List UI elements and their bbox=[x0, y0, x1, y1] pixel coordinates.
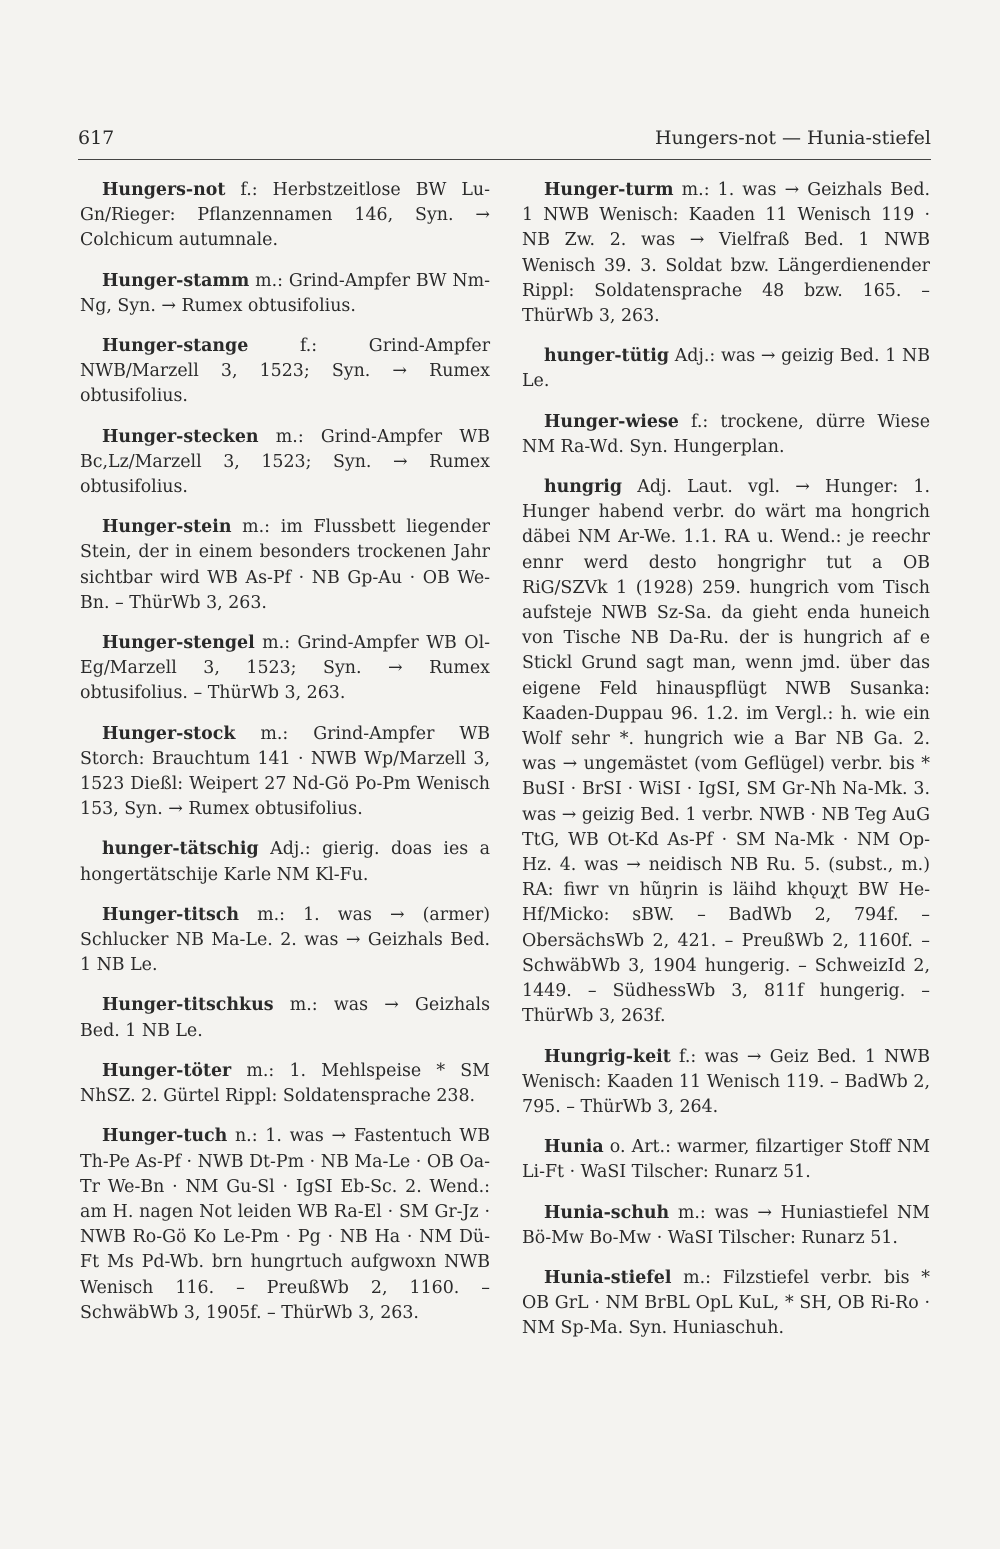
entry-text: m.: Filzstiefel verbr. bis * OB GrL · NM BrBL OpL KuL, * SH, OB Ri-Ro · NM Sp-Ma. Syn. Huniaschuh. bbox=[522, 1267, 930, 1339]
left-column bbox=[80, 178, 490, 1341]
dictionary-entry bbox=[522, 410, 930, 460]
dictionary-entry bbox=[80, 269, 490, 319]
entry-lemma: Hunger-töter bbox=[102, 1060, 232, 1081]
dictionary-entry bbox=[80, 178, 490, 254]
entry-lemma: Hunger-turm bbox=[544, 180, 674, 200]
dictionary-entry bbox=[80, 515, 490, 616]
dictionary-entry bbox=[522, 1045, 930, 1121]
entry-lemma: Hunger-titsch bbox=[102, 904, 240, 925]
running-header bbox=[78, 123, 931, 160]
entry-lemma: Hunia-schuh bbox=[544, 1202, 670, 1223]
dictionary-entry bbox=[522, 1201, 930, 1251]
entry-lemma: Hunger-stange bbox=[102, 336, 249, 357]
entry-lemma: hunger-tätschig bbox=[102, 839, 259, 860]
entry-lemma: Hunger-stengel bbox=[102, 633, 255, 654]
entry-lemma: Hunger-titschkus bbox=[102, 995, 274, 1016]
dictionary-entry bbox=[80, 334, 490, 410]
dictionary-entry bbox=[80, 993, 490, 1043]
entry-lemma: Hunger-stecken bbox=[102, 426, 259, 447]
dictionary-entry bbox=[80, 837, 490, 887]
entry-text: f.: Herbstzeitlose BW Lu-Gn/Rieger: Pflanzennamen 146, Syn. → Colchicum autumnale. bbox=[80, 180, 490, 251]
entry-lemma: Hunia bbox=[544, 1137, 604, 1158]
entry-text: m.: 1. was → (armer) Schlucker NB Ma-Le. 2. was → Geizhals Bed. 1 NB Le. bbox=[80, 904, 490, 976]
dictionary-entry bbox=[522, 178, 930, 329]
entry-lemma: Hunia-stiefel bbox=[544, 1267, 672, 1288]
entry-lemma: hunger-tütig bbox=[544, 346, 670, 367]
entry-text: m.: was → Huniastiefel NM Bö-Mw Bo-Mw · WaSI Tilscher: Runarz 51. bbox=[522, 1202, 930, 1248]
dictionary-entry bbox=[80, 631, 490, 707]
dictionary-entry bbox=[80, 903, 490, 979]
entry-text: m.: 1. was → Geizhals Bed. 1 NWB Wenisch: Kaaden 11 Wenisch 119 · NB Zw. 2. was → Vielfraß Bed. 1 NWB Wenisch 39. 3. Soldat bzw. Längerdienender Rippl: Soldatensprache 48 bzw. 165. – ThürWb 3, 263. bbox=[522, 180, 931, 327]
dictionary-entry bbox=[80, 1059, 490, 1109]
dictionary-entry bbox=[522, 475, 930, 1029]
entry-lemma: Hunger-stamm bbox=[102, 270, 250, 291]
entry-text: m.: Grind-Ampfer WB Ol-Eg/Marzell 3, 1523; Syn. → Rumex obtusifolius. – ThürWb 3, 263. bbox=[80, 633, 491, 704]
entry-text: n.: 1. was → Fastentuch WB Th-Pe As-Pf · NWB Dt-Pm · NB Ma-Le · OB Oa-Tr We-Bn · NM Gu-Sl · IgSI Eb-Sc. 2. Wend.: am H. nagen Not leiden WB Ra-El · SM Gr-Jz · NWB Ro-Gö Ko Le-Pm · Pg · NB Ha · NM Dü-Ft Ms Pd-Wb. brn hungrtuch aufgwoxn NWB Wenisch 116. – PreußWb 2, 1160. – SchwäbWb 3, 1905f. – ThürWb 3, 263. bbox=[80, 1126, 490, 1323]
running-head: Hungers-not — Hunia-stiefel bbox=[654, 127, 931, 149]
entry-text: Adj.: was → geizig Bed. 1 NB Le. bbox=[522, 346, 930, 392]
entry-text: Adj.: gierig. doas ies a hongertätschije Karle NM Kl-Fu. bbox=[80, 839, 490, 885]
entry-text: o. Art.: warmer, filzartiger Stoff NM Li-Ft · WaSI Tilscher: Runarz 51. bbox=[522, 1137, 931, 1183]
entry-lemma: hungrig bbox=[544, 477, 623, 498]
entry-text: m.: Grind-Ampfer BW Nm-Ng, Syn. → Rumex obtusifolius. bbox=[80, 270, 491, 316]
entry-text: f.: Grind-Ampfer NWB/Marzell 3, 1523; Syn. → Rumex obtusifolius. bbox=[80, 336, 491, 407]
entry-text: m.: Grind-Ampfer WB Storch: Brauchtum 141 · NWB Wp/Marzell 3, 1523 Dießl: Weipert 27 Nd-Gö Po-Pm Wenisch 153, Syn. → Rumex obtusifolius. bbox=[80, 723, 491, 820]
entry-text: m.: was → Geizhals Bed. 1 NB Le. bbox=[80, 995, 490, 1041]
entry-lemma: Hunger-wiese bbox=[544, 411, 679, 432]
dictionary-entry bbox=[80, 722, 490, 823]
page-number: 617 bbox=[78, 127, 115, 149]
entry-lemma: Hunger-tuch bbox=[102, 1126, 228, 1147]
dictionary-entry bbox=[80, 1124, 490, 1326]
entry-lemma: Hunger-stock bbox=[102, 723, 236, 744]
entry-lemma: Hungrig-keit bbox=[544, 1046, 671, 1067]
entry-lemma: Hunger-stein bbox=[102, 517, 232, 538]
entry-text: f.: trockene, dürre Wiese NM Ra-Wd. Syn. Hungerplan. bbox=[522, 411, 930, 457]
entry-text: Adj. Laut. vgl. → Hunger: 1. Hunger habend verbr. do wärt ma hongrich däbei NM Ar-We. 1.1. RA u. Wend.: je reechr ennr werd desto hongrighr tut a OB RiG/SZVk 1 (1928) 259. hungrich vom Tisch aufsteje NWB Sz-Sa. da gieht enda huneich von Tische NB Da-Ru. der is hungrich af e Stickl Grund sagt man, wenn jmd. über das eigene Feld hinauspflügt NWB Susanka: Kaaden-Duppau 96. 1.2. im Vergl.: h. wie ein Wolf sehr *. hungrich wie a Bar NB Ga. 2. was → ungemästet (vom Geflügel) verbr. bis * BuSI · BrSI · WiSI · IgSI, SM Gr-Nh Na-Mk. 3. was → geizig Bed. 1 verbr. NWB · NB Teg AuG TtG, WB Ot-Kd As-Pf · SM Na-Mk · NM Op-Hz. 4. was → neidisch NB Ru. 5. (subst., m.) RA: fiwr vn hũŋrin is läihd khǫuχt BW He-Hf/Micko: sBW. – BadWb 2, 794f. – ObersächsWb 2, 421. – PreußWb 2, 1160f. – SchwäbWb 3, 1904 hungerig. – SchweizId 2, 1449. – SüdhessWb 3, 811f hungerig. – ThürWb 3, 263f. bbox=[522, 477, 931, 1027]
entry-text: m.: 1. Mehlspeise * SM NhSZ. 2. Gürtel Rippl: Soldatensprache 238. bbox=[80, 1060, 490, 1107]
entry-text: m.: im Flussbett liegender Stein, der in einem besonders trockenen Jahr sichtbar wird WB As-Pf · NB Gp-Au · OB We-Bn. – ThürWb 3, 263. bbox=[80, 517, 490, 613]
dictionary-entry bbox=[522, 1135, 930, 1185]
dictionary-entry bbox=[522, 344, 930, 394]
right-column bbox=[522, 178, 930, 1357]
dictionary-entry bbox=[80, 425, 490, 501]
entry-lemma: Hungers-not bbox=[102, 180, 226, 200]
entry-text: f.: was → Geiz Bed. 1 NWB Wenisch: Kaaden 11 Wenisch 119. – BadWb 2, 795. – ThürWb 3, 264. bbox=[522, 1046, 931, 1117]
dictionary-entry bbox=[522, 1266, 930, 1342]
entry-text: m.: Grind-Ampfer WB Bc,Lz/Marzell 3, 1523; Syn. → Rumex obtusifolius. bbox=[80, 426, 490, 498]
